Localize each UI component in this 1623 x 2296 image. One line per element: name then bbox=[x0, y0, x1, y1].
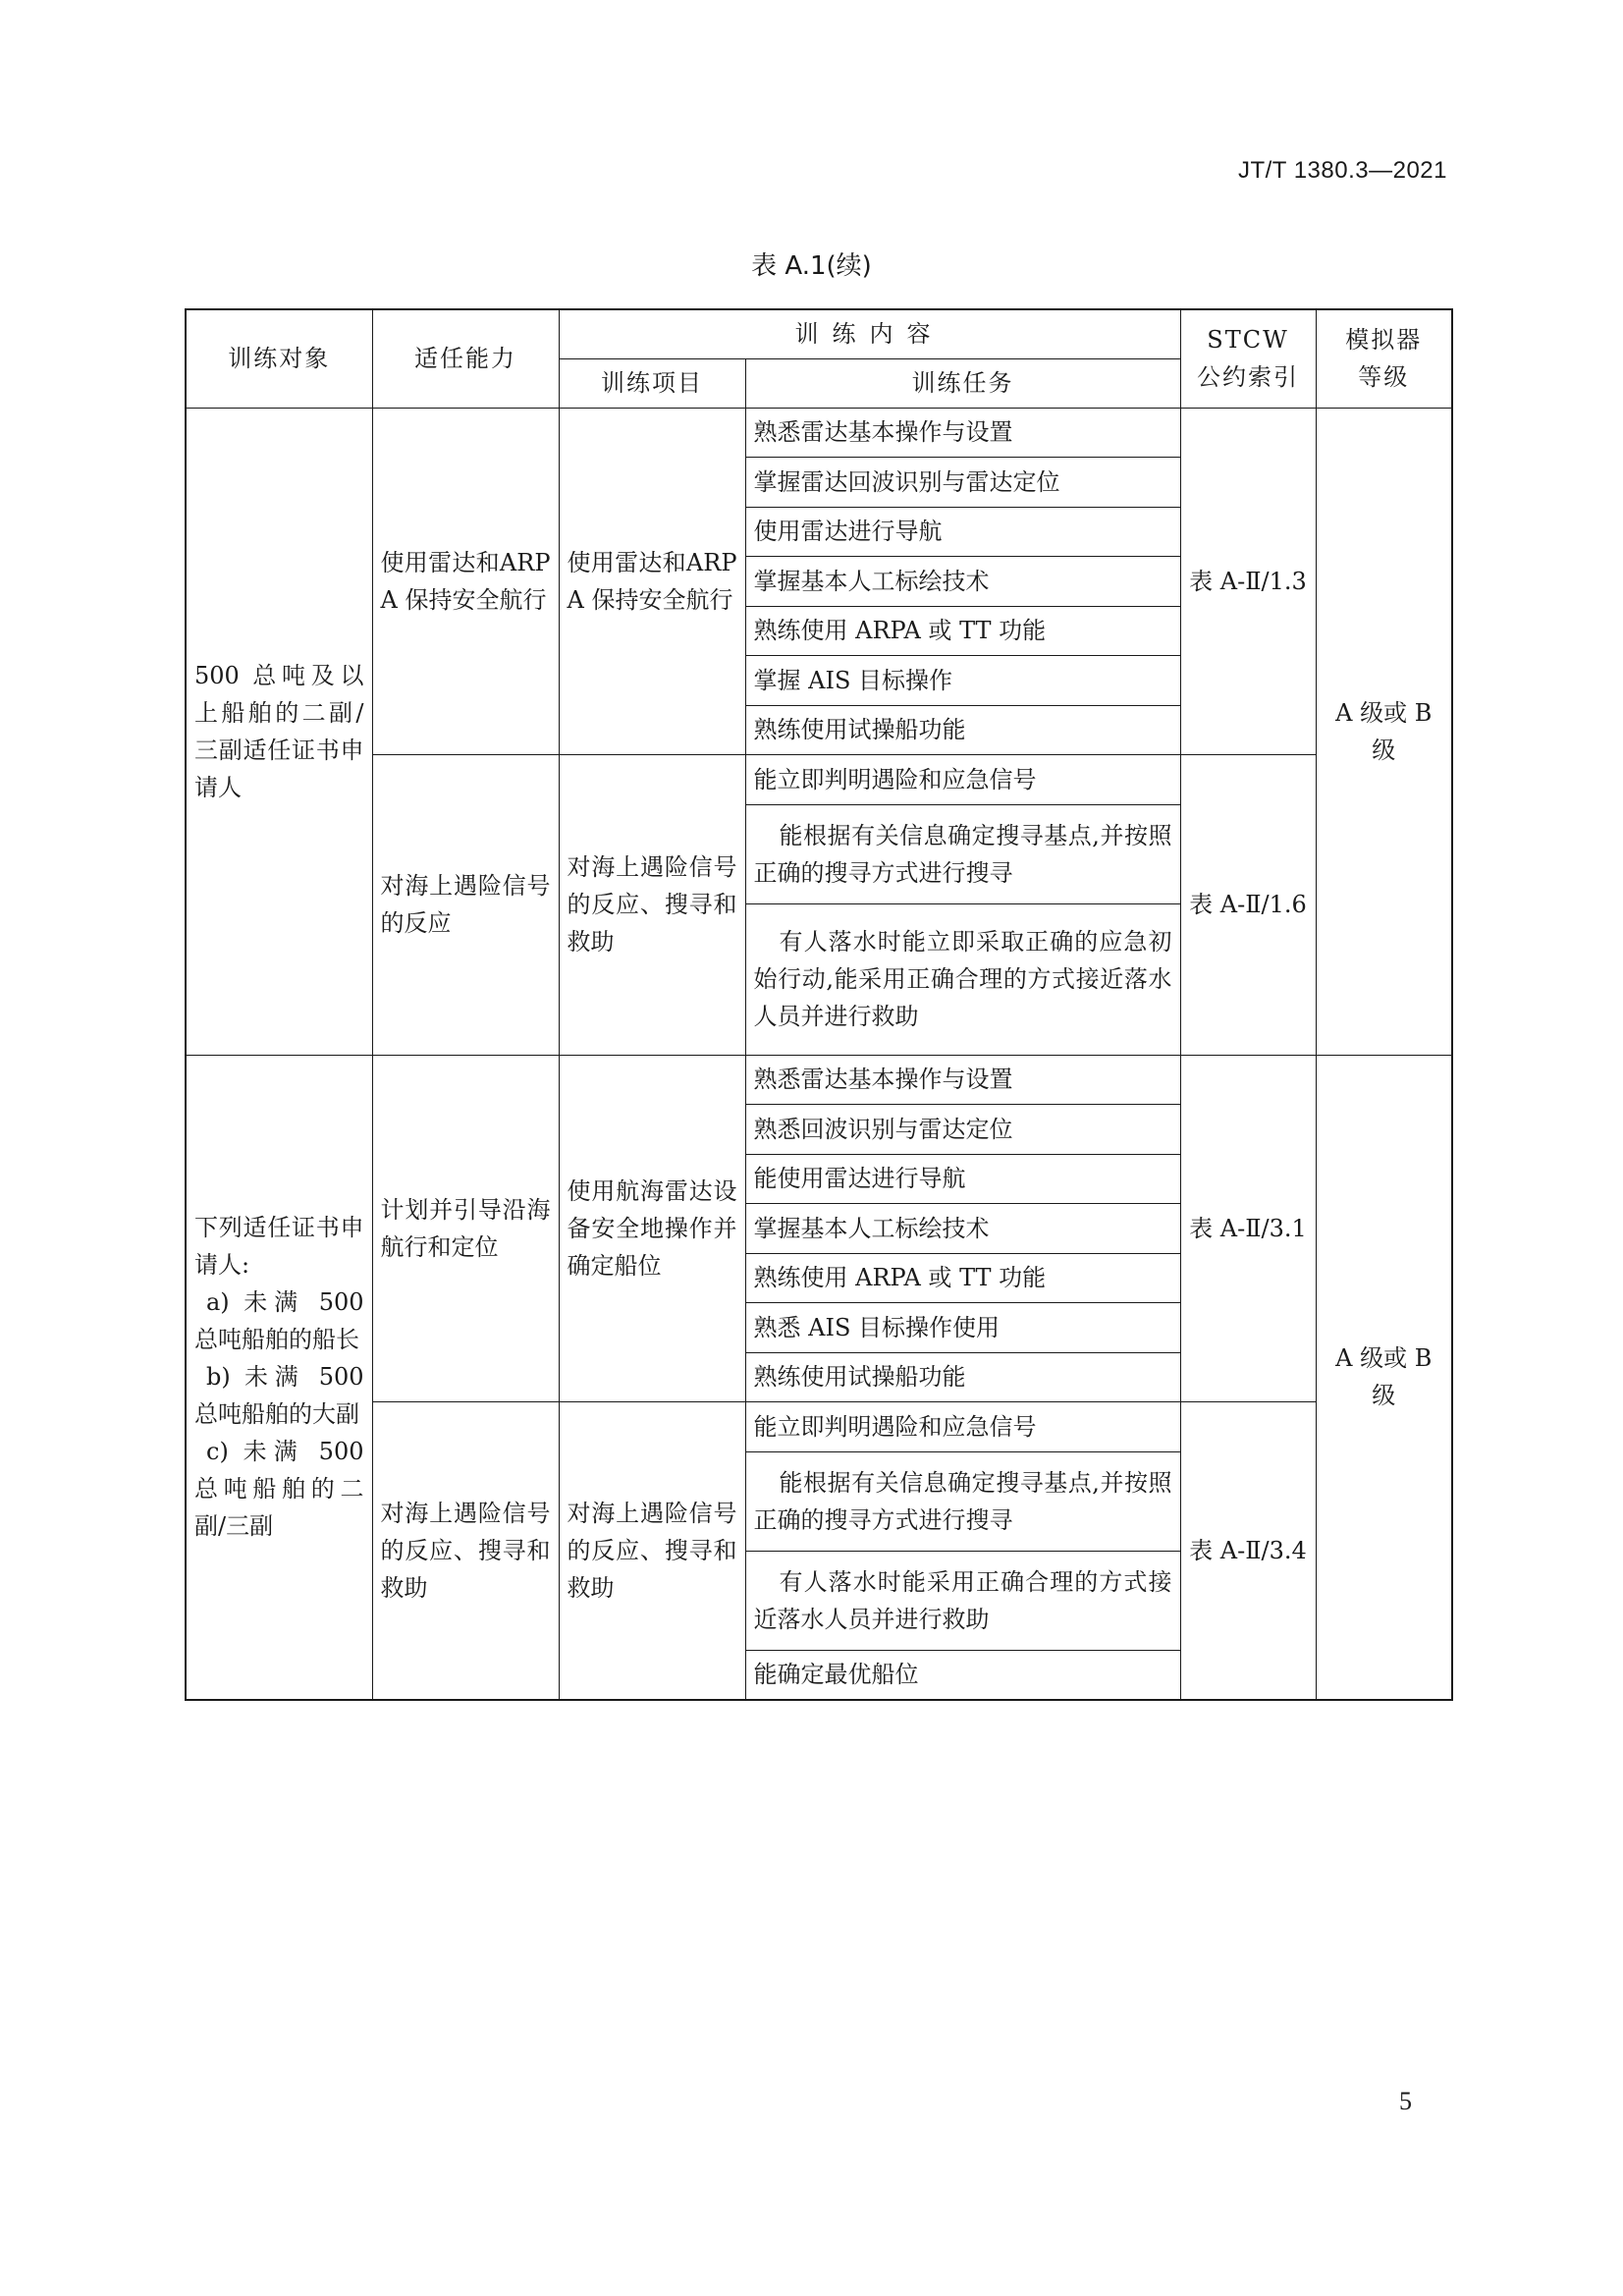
stcw-index-cell: 表 A-Ⅱ/3.4 bbox=[1180, 1401, 1316, 1700]
competence-cell: 使用雷达和ARPA 保持安全航行 bbox=[372, 408, 559, 754]
training-item-cell: 使用雷达和ARPA 保持安全航行 bbox=[559, 408, 745, 754]
training-task-cell: 能根据有关信息确定搜寻基点,并按照正确的搜寻方式进行搜寻 bbox=[745, 804, 1180, 903]
trainee-b-text: 未满 500 总吨船舶的大副 bbox=[194, 1363, 364, 1429]
competence-cell: 计划并引导沿海航行和定位 bbox=[372, 1055, 559, 1401]
training-item-cell: 使用航海雷达设备安全地操作并确定船位 bbox=[559, 1055, 745, 1401]
simulator-grade-cell: A 级或 B 级 bbox=[1316, 1055, 1452, 1700]
trainee-a-label: a) bbox=[206, 1288, 230, 1317]
trainee-cell: 500 总吨及以上船舶的二副/三副适任证书申请人 bbox=[186, 408, 372, 1055]
training-task-cell: 掌握 AIS 目标操作 bbox=[745, 655, 1180, 705]
training-item-cell: 对海上遇险信号的反应、搜寻和救助 bbox=[559, 754, 745, 1055]
trainee-intro: 下列适任证书申请人: bbox=[194, 1214, 364, 1280]
header-simulator-line1: 模拟器 bbox=[1345, 326, 1423, 355]
header-simulator-grade bbox=[1316, 309, 1452, 408]
training-task-cell: 熟悉回波识别与雷达定位 bbox=[745, 1104, 1180, 1154]
table-row bbox=[186, 1401, 1452, 1451]
page-number: 5 bbox=[1399, 2087, 1412, 2115]
stcw-index-cell: 表 A-Ⅱ/3.1 bbox=[1180, 1055, 1316, 1401]
training-task-cell: 熟悉雷达基本操作与设置 bbox=[745, 1055, 1180, 1104]
training-table bbox=[185, 308, 1453, 1701]
document-code: JT/T 1380.3—2021 bbox=[1237, 157, 1447, 184]
trainee-cell bbox=[186, 1055, 372, 1700]
competence-cell: 对海上遇险信号的反应、搜寻和救助 bbox=[372, 1401, 559, 1700]
table-row bbox=[186, 754, 1452, 804]
training-task-cell: 掌握雷达回波识别与雷达定位 bbox=[745, 457, 1180, 507]
header-training-content: 训练内容 bbox=[559, 309, 1180, 358]
trainee-c-text: 未满 500 总吨船舶的二副/三副 bbox=[194, 1438, 364, 1541]
header-row-1 bbox=[186, 309, 1452, 358]
training-task-cell: 有人落水时能采用正确合理的方式接近落水人员并进行救助 bbox=[745, 1551, 1180, 1650]
header-stcw bbox=[1180, 309, 1316, 408]
training-task-cell: 能确定最优船位 bbox=[745, 1650, 1180, 1700]
table-title: 表 A.1(续) bbox=[751, 251, 872, 281]
header-trainee: 训练对象 bbox=[186, 309, 372, 408]
training-task-cell: 能根据有关信息确定搜寻基点,并按照正确的搜寻方式进行搜寻 bbox=[745, 1451, 1180, 1551]
competence-cell: 对海上遇险信号的反应 bbox=[372, 754, 559, 1055]
header-simulator-line2: 等级 bbox=[1358, 363, 1410, 392]
header-competence: 适任能力 bbox=[372, 309, 559, 408]
trainee-a-text: 未满 500 总吨船舶的船长 bbox=[194, 1288, 364, 1354]
training-task-cell: 能立即判明遇险和应急信号 bbox=[745, 1401, 1180, 1451]
header-stcw-line2: 公约索引 bbox=[1197, 363, 1299, 392]
training-task-cell: 有人落水时能立即采取正确的应急初始行动,能采用正确合理的方式接近落水人员并进行救助 bbox=[745, 903, 1180, 1055]
training-task-cell: 掌握基本人工标绘技术 bbox=[745, 556, 1180, 606]
training-task-cell: 熟练使用 ARPA 或 TT 功能 bbox=[745, 1253, 1180, 1302]
trainee-c-label: c) bbox=[206, 1438, 229, 1466]
training-task-cell: 熟练使用试操船功能 bbox=[745, 705, 1180, 754]
header-training-task: 训练任务 bbox=[745, 358, 1180, 408]
training-task-cell: 能立即判明遇险和应急信号 bbox=[745, 754, 1180, 804]
training-task-cell: 熟悉 AIS 目标操作使用 bbox=[745, 1302, 1180, 1352]
training-task-cell: 熟练使用 ARPA 或 TT 功能 bbox=[745, 606, 1180, 655]
table-row bbox=[186, 408, 1452, 457]
training-task-cell: 使用雷达进行导航 bbox=[745, 507, 1180, 556]
training-task-cell: 熟悉雷达基本操作与设置 bbox=[745, 408, 1180, 457]
stcw-index-cell: 表 A-Ⅱ/1.3 bbox=[1180, 408, 1316, 754]
stcw-index-cell: 表 A-Ⅱ/1.6 bbox=[1180, 754, 1316, 1055]
header-training-item: 训练项目 bbox=[559, 358, 745, 408]
table-row bbox=[186, 1055, 1452, 1104]
header-stcw-line1: STCW bbox=[1207, 326, 1289, 355]
training-task-cell: 掌握基本人工标绘技术 bbox=[745, 1203, 1180, 1253]
trainee-b-label: b) bbox=[206, 1363, 231, 1392]
training-task-cell: 熟练使用试操船功能 bbox=[745, 1352, 1180, 1401]
training-task-cell: 能使用雷达进行导航 bbox=[745, 1154, 1180, 1203]
training-item-cell: 对海上遇险信号的反应、搜寻和救助 bbox=[559, 1401, 745, 1700]
simulator-grade-cell: A 级或 B 级 bbox=[1316, 408, 1452, 1055]
